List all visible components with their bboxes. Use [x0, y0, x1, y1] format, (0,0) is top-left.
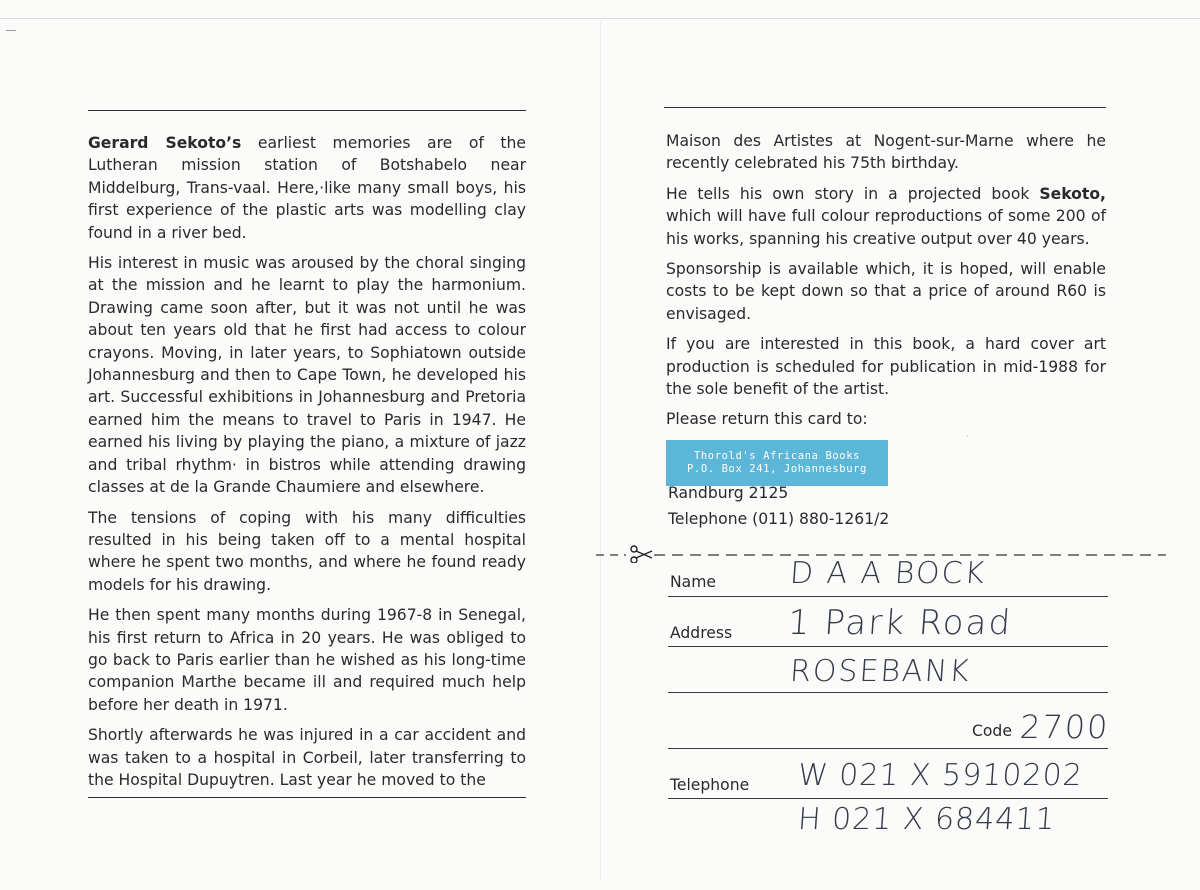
return-label: Please return this card to:: [666, 410, 868, 429]
paragraph-maison: Maison des Artistes at Nogent-sur-Marne where he recently celebrated his 75th birthday.: [666, 132, 1106, 173]
paragraph-music: His interest in music was aroused by the choral singing at the mission and he learnt to play the harmonium. Drawing came soon after, but it was not until he was about ten years old that he first had access to colour crayons. Moving, in later years, to Sophiatown outside Johannesburg and then to Cape Town, he developed his art. Successful exhibitions in Johannesburg and Pretoria earned him the means to travel to Paris in 1947. He earned his living by playing the piano, a mixture of jazz and tribal rhythm· in bistros while attending drawing classes at de la Grande Chaumiere and elsewhere.: [88, 254, 526, 497]
address-rule-2: [668, 692, 1108, 693]
stamp-line-2: P.O. Box 241, Johannesburg: [687, 463, 867, 475]
right-column: [666, 130, 1106, 439]
address-field-2[interactable]: ROSEBANK: [788, 654, 972, 689]
paragraph-book: [666, 183, 1106, 250]
paragraph-senegal: He then spent many months during 1967-8 in Senegal, his first return to Africa in 20 years. He was obliged to go back to Paris earlier than he wished as his long-time companion Marthe became ill and required much help before her death in 1971.: [88, 606, 526, 714]
code-label: Code: [972, 722, 1012, 740]
address-label: Address: [670, 624, 733, 642]
telephone-label: Telephone: [670, 776, 750, 794]
address-field-1[interactable]: 1 Park Road: [786, 603, 1014, 643]
book-text-a: He tells his own story in a projected book: [666, 184, 1040, 203]
name-field[interactable]: D A A BOCK: [788, 556, 988, 591]
telephone-field-home[interactable]: H 021 X 684411: [796, 802, 1057, 837]
paragraph-publication: If you are interested in this book, a hard cover art production is scheduled for publication in mid-1988 for the sole benefit of the artist.: [666, 335, 1106, 399]
intro-text: earliest memories are of the Lutheran mission station of Botshabelo near Middelburg, Trans-vaal. Here,·like many small boys, his first experience of the plastic arts was modelling clay found in a river bed.: [88, 134, 526, 242]
fold-line: [600, 20, 601, 880]
telephone-line: Telephone (011) 880-1261/2: [668, 510, 890, 528]
paragraph-sponsorship: Sponsorship is available which, it is hoped, will enable costs to be kept down so that a price of around R60 is envisaged.: [666, 260, 1106, 323]
telephone-field-work[interactable]: W 021 X 5910202: [796, 758, 1084, 793]
book-title: Sekoto,: [1039, 184, 1106, 203]
code-rule: [668, 748, 1108, 749]
artist-name: Gerard Sekoto’s: [88, 134, 242, 152]
paragraph-hospital: The tensions of coping with his many difficulties resulted in his being taken off to a mental hospital where he spent two months, and where he found ready models for his drawing.: [88, 508, 526, 594]
address-rule-1: [668, 646, 1108, 647]
stamp-line-1: Thorold's Africana Books: [693, 450, 861, 462]
left-top-rule: [88, 110, 526, 111]
paragraph-accident: Shortly afterwards he was injured in a car accident and was taken to a hospital in Corbeil, later transferring to the Hospital Dupuytren. Last year he moved to the: [88, 726, 526, 789]
code-field[interactable]: 2700: [1018, 708, 1111, 746]
address-stamp: [666, 440, 888, 486]
scissors-icon: [631, 546, 652, 563]
left-column: [88, 132, 526, 799]
page-edge: [0, 18, 1200, 19]
telephone-rule: [668, 798, 1108, 799]
name-rule: [668, 596, 1108, 597]
paragraph-intro: [88, 132, 526, 244]
right-top-rule: [664, 107, 1106, 108]
name-label: Name: [670, 573, 717, 591]
randburg-line: Randburg 2125: [668, 484, 789, 502]
book-text-b: which will have full colour reproductions of some 200 of his works, spanning his creative output over 40 years.: [666, 207, 1106, 248]
corner-mark: [6, 30, 16, 31]
paper-speck: ·: [966, 432, 969, 442]
